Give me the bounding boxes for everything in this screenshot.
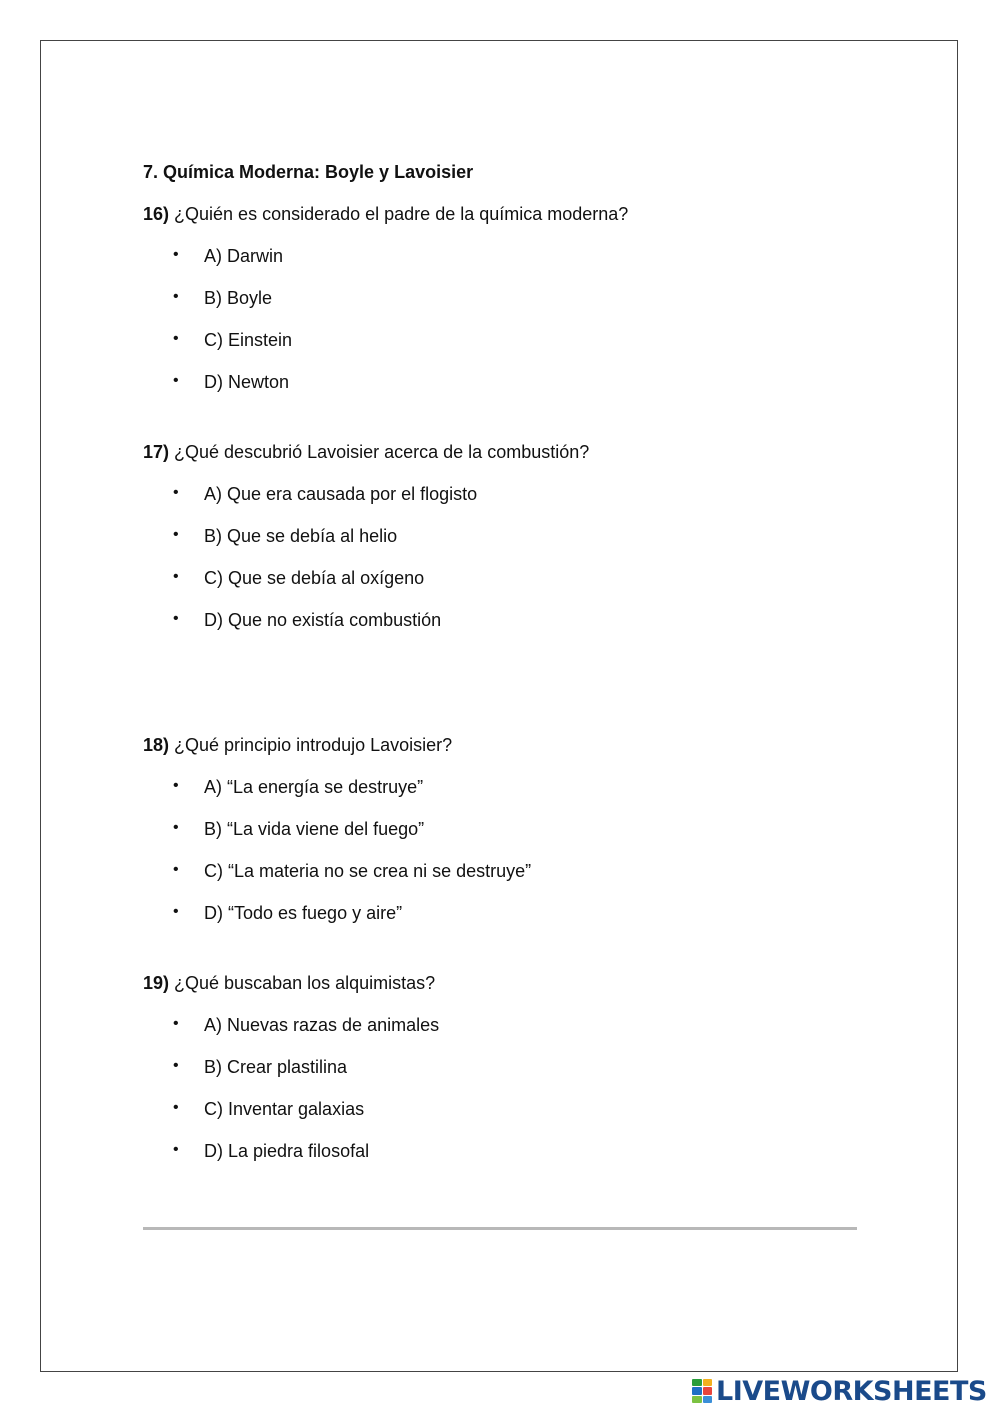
- question-16: [143, 204, 628, 225]
- bullet-icon: •: [173, 861, 179, 878]
- question-number: 18): [143, 735, 170, 755]
- option-text[interactable]: C) Einstein: [204, 330, 293, 350]
- icon-tile: [703, 1379, 713, 1386]
- option-text[interactable]: C) Inventar galaxias: [204, 1099, 365, 1119]
- icon-tile: [692, 1379, 702, 1386]
- bullet-icon: •: [173, 246, 179, 263]
- question-18: [143, 735, 452, 756]
- option-text[interactable]: C) Que se debía al oxígeno: [204, 568, 425, 588]
- bullet-icon: •: [173, 1099, 179, 1116]
- bullet-icon: •: [173, 484, 179, 501]
- bullet-icon: •: [173, 568, 179, 585]
- question-text: ¿Qué principio introdujo Lavoisier?: [174, 735, 453, 755]
- question-text: ¿Qué descubrió Lavoisier acerca de la combustión?: [174, 442, 590, 462]
- option-text[interactable]: A) Darwin: [204, 246, 284, 266]
- option-text[interactable]: B) Boyle: [204, 288, 273, 308]
- bullet-icon: •: [173, 903, 179, 920]
- question-number: 17): [143, 442, 170, 462]
- option-text[interactable]: A) “La energía se destruye”: [204, 777, 424, 797]
- option-text[interactable]: A) Que era causada por el flogisto: [204, 484, 478, 504]
- icon-tile: [692, 1396, 702, 1403]
- option-text[interactable]: D) Newton: [204, 372, 290, 392]
- question-text: ¿Qué buscaban los alquimistas?: [174, 973, 436, 993]
- bullet-icon: •: [173, 1015, 179, 1032]
- liveworksheets-icon: [692, 1379, 712, 1403]
- option-text[interactable]: B) Crear plastilina: [204, 1057, 348, 1077]
- icon-tile: [692, 1387, 702, 1394]
- icon-tile: [703, 1396, 713, 1403]
- bullet-icon: •: [173, 330, 179, 347]
- bullet-icon: •: [173, 777, 179, 794]
- option-text[interactable]: B) “La vida viene del fuego”: [204, 819, 425, 839]
- bullet-icon: •: [173, 372, 179, 389]
- question-number: 16): [143, 204, 170, 224]
- option-text[interactable]: C) “La materia no se crea ni se destruye”: [204, 861, 532, 881]
- option-text[interactable]: B) Que se debía al helio: [204, 526, 398, 546]
- divider-line: [143, 1227, 857, 1230]
- question-number: 19): [143, 973, 170, 993]
- option-text[interactable]: D) Que no existía combustión: [204, 610, 442, 630]
- option-text[interactable]: D) “Todo es fuego y aire”: [204, 903, 403, 923]
- question-17: [143, 442, 589, 463]
- option-text[interactable]: A) Nuevas razas de animales: [204, 1015, 440, 1035]
- brand-name: LIVEWORKSHEETS: [716, 1375, 987, 1407]
- brand-logo[interactable]: [692, 1374, 987, 1408]
- page-frame: [40, 40, 958, 1372]
- bullet-icon: •: [173, 1141, 179, 1158]
- bullet-icon: •: [173, 819, 179, 836]
- option-text[interactable]: D) La piedra filosofal: [204, 1141, 370, 1161]
- bullet-icon: •: [173, 1057, 179, 1074]
- question-19: [143, 973, 435, 994]
- bullet-icon: •: [173, 526, 179, 543]
- section-title: 7. Química Moderna: Boyle y Lavoisier: [143, 162, 474, 182]
- icon-tile: [703, 1387, 713, 1394]
- question-text: ¿Quién es considerado el padre de la química moderna?: [174, 204, 629, 224]
- bullet-icon: •: [173, 288, 179, 305]
- bullet-icon: •: [173, 610, 179, 627]
